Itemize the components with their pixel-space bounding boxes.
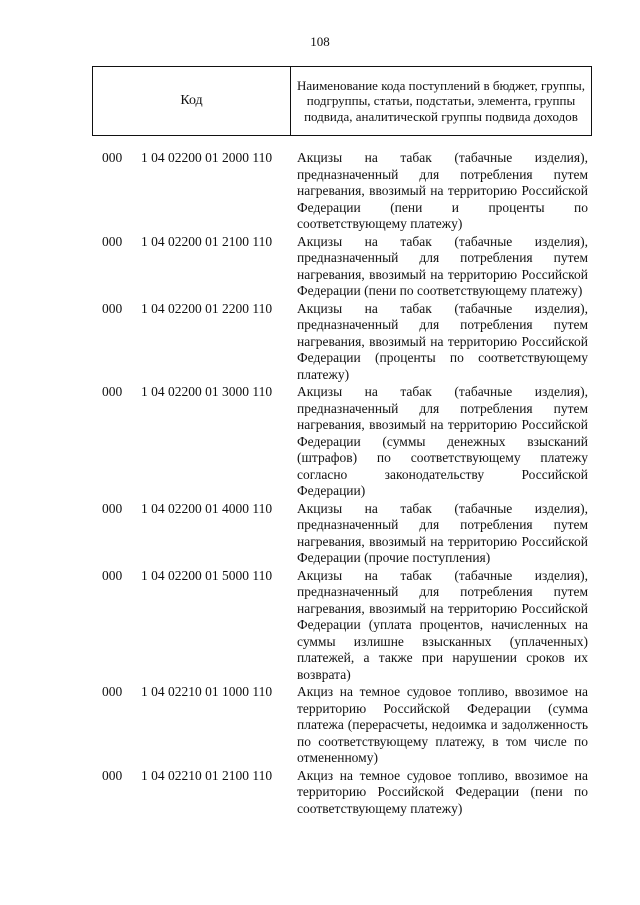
table-row [0, 234, 640, 300]
name-column-header: Наименование кода поступлений в бюджет, группы, подгруппы, статьи, подстатьи, элемента, группы подвида, аналитической группы подвида доходов [291, 67, 592, 136]
admin-code: 000 [102, 233, 123, 249]
table-row [0, 501, 640, 567]
revenue-code-list [0, 150, 640, 817]
code-column-header: Код [93, 67, 291, 136]
admin-code: 000 [102, 500, 123, 516]
revenue-code: 1 04 02200 01 2000 110 [141, 150, 273, 165]
revenue-name: Акциз на темное судовое топливо, ввозимое на территорию Российской Федерации (сумма платежа (перерасчеты, недоимка и задолженность по соответствующему платежу, в том числе по отмененному) [297, 684, 588, 765]
page-number: 108 [310, 34, 330, 49]
table-row [0, 684, 640, 767]
table-row [0, 568, 640, 684]
revenue-code: 1 04 02210 01 2100 110 [141, 767, 273, 783]
revenue-name: Акцизы на табак (табачные изделия), предназначенный для потребления путем нагревания, ввозимый на территорию Российской Федерации (пени и проценты по соответствующему платежу) [297, 150, 588, 231]
revenue-code: 1 04 02200 01 4000 110 [141, 500, 273, 516]
admin-code: 000 [102, 767, 123, 783]
table-row [0, 768, 640, 818]
revenue-name: Акцизы на табак (табачные изделия), предназначенный для потребления путем нагревания, ввозимый на территорию Российской Федерации (уплата процентов, начисленных на суммы излишне взысканных (уплаченных) платежей, а также при нарушении сроков их возврата) [297, 567, 588, 682]
revenue-code: 1 04 02210 01 1000 110 [141, 684, 273, 699]
revenue-code: 1 04 02200 01 2200 110 [141, 300, 273, 316]
revenue-code: 1 04 02200 01 3000 110 [141, 384, 273, 399]
admin-code: 000 [102, 567, 123, 583]
admin-code: 000 [102, 300, 123, 316]
revenue-code: 1 04 02200 01 2100 110 [141, 233, 273, 249]
revenue-name: Акцизы на табак (табачные изделия), предназначенный для потребления путем нагревания, ввозимый на территорию Российской Федерации (прочие поступления) [297, 500, 588, 565]
revenue-name: Акцизы на табак (табачные изделия), предназначенный для потребления путем нагревания, ввозимый на территорию Российской Федерации (проценты по соответствующему платежу) [297, 300, 588, 382]
table-row [0, 384, 640, 500]
table-row [0, 301, 640, 384]
revenue-code: 1 04 02200 01 5000 110 [141, 567, 273, 583]
revenue-name: Акциз на темное судовое топливо, ввозимое на территорию Российской Федерации (пени по соответствующему платежу) [297, 767, 588, 816]
revenue-name: Акцизы на табак (табачные изделия), предназначенный для потребления путем нагревания, ввозимый на территорию Российской Федерации (пени по соответствующему платежу) [297, 233, 588, 298]
table-row [0, 150, 640, 233]
admin-code: 000 [102, 384, 123, 399]
revenue-name: Акцизы на табак (табачные изделия), предназначенный для потребления путем нагревания, ввозимый на территорию Российской Федерации (суммы денежных взысканий (штрафов) по соответствующему платежу согласно законодательству Российской Федерации) [297, 384, 588, 498]
admin-code: 000 [102, 684, 123, 699]
admin-code: 000 [102, 150, 123, 165]
table-header [92, 66, 592, 136]
